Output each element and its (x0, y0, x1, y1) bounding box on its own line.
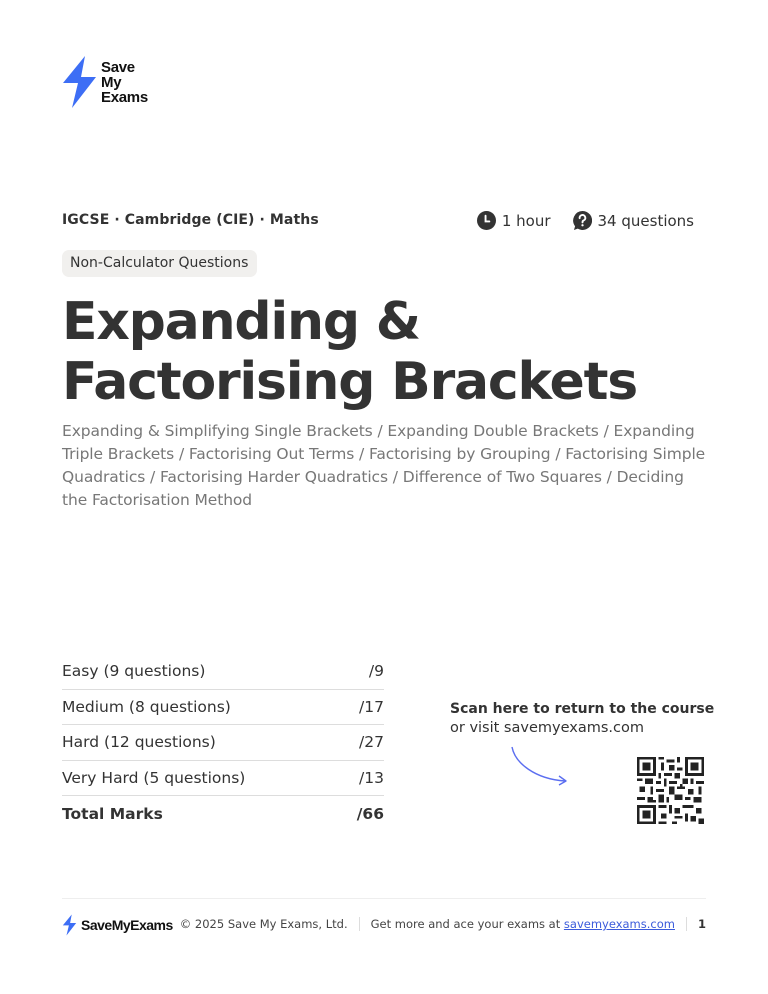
curved-arrow-icon (505, 745, 575, 790)
marks-value: /13 (359, 768, 384, 787)
scan-prompt (450, 701, 714, 736)
footer-cta (371, 917, 675, 931)
marks-value: /17 (359, 697, 384, 716)
footer-brand-name: SaveMyExams (81, 917, 173, 933)
qr-code[interactable] (634, 757, 707, 824)
marks-value: /27 (359, 733, 384, 752)
logo-line-exams: Exams (101, 89, 148, 106)
footer-cta-text: Get more and ace your exams at (370, 917, 564, 931)
footer-logo (62, 913, 173, 937)
question-icon (573, 211, 592, 230)
logo-line-my: My (101, 74, 122, 91)
lightning-bolt-icon (61, 56, 98, 108)
breadcrumb: IGCSE · Cambridge (CIE) · Maths (62, 212, 319, 228)
scan-subtext: or visit savemyexams.com (450, 720, 644, 736)
title-line-2: Factorising Brackets (62, 352, 638, 412)
marks-value: /9 (368, 662, 384, 681)
total-marks-value: /66 (356, 804, 384, 823)
marks-label: Very Hard (5 questions) (62, 768, 246, 787)
duration-text: 1 hour (501, 211, 551, 230)
marks-label: Hard (12 questions) (62, 733, 216, 752)
footer-separator (359, 917, 360, 931)
marks-table (62, 654, 384, 832)
page-title (62, 292, 637, 412)
marks-label: Medium (8 questions) (62, 697, 231, 716)
exam-meta (477, 211, 694, 230)
marks-row-easy (62, 654, 384, 690)
marks-row-hard (62, 725, 384, 761)
marks-row-very-hard (62, 761, 384, 797)
calculator-tag: Non-Calculator Questions (62, 250, 257, 277)
footer-info (180, 917, 706, 931)
footer-separator (686, 917, 687, 931)
question-count (573, 211, 694, 230)
title-line-1: Expanding & (62, 292, 420, 352)
marks-label: Easy (9 questions) (62, 662, 206, 681)
footer-divider (62, 898, 706, 899)
savemyexams-link[interactable]: savemyexams.com (563, 917, 675, 931)
marks-row-total (62, 796, 384, 832)
marks-row-medium (62, 690, 384, 726)
clock-icon (477, 211, 496, 230)
logo-line-save: Save (101, 59, 135, 76)
duration (477, 211, 551, 230)
copyright-text: © 2025 Save My Exams, Ltd. (179, 917, 348, 931)
topic-list: Expanding & Simplifying Single Brackets / Expanding Double Brackets / Expanding Triple Brackets / Factorising Out Terms / Factorising by Grouping / Factorising Simple Quadratics / Factorising Harder Quadratics / Difference of Two Squares / Deciding the Factorisation Method (62, 422, 706, 509)
lightning-bolt-icon (62, 913, 77, 937)
question-count-text: 34 questions (597, 211, 694, 230)
save-my-exams-logo (61, 56, 181, 110)
scan-heading: Scan here to return to the course (450, 701, 715, 717)
logo-wordmark (101, 60, 148, 105)
page-number: 1 (697, 917, 706, 931)
total-marks-label: Total Marks (62, 804, 163, 823)
